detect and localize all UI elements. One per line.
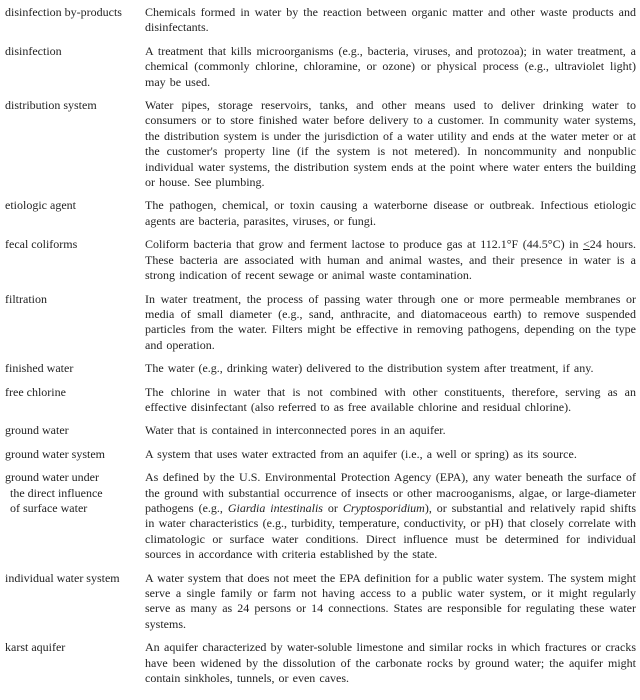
definition-run: A water system that does not meet the EPA definition for a public water system. The system might serve a single family or farm not having access to a public water system, or it might regularly serve as many as 24 persons or 14 connections. States are responsible for regulating these water systems.	[145, 570, 636, 631]
glossary-list	[5, 5, 636, 686]
definition	[145, 423, 636, 438]
glossary-entry	[5, 198, 636, 229]
definition	[145, 44, 636, 90]
glossary-entry	[5, 571, 636, 633]
definition	[145, 237, 636, 283]
term-line: disinfection	[5, 43, 62, 58]
definition	[145, 447, 636, 462]
definition-run: ), or substantial and relatively rapid shifts in water characteristics (e.g., turbidity, temperature, conductivity, or pH) that closely correlate with climatologic or surface water conditions. Direct influence must be determined for individual sources in accordance with criteria established by the state.	[145, 500, 636, 562]
definition	[145, 98, 636, 190]
definition-run-italic: Cryptosporidium	[342, 500, 425, 515]
term	[5, 98, 145, 113]
glossary-entry	[5, 385, 636, 416]
definition-run: As defined by the U.S. Environmental Protection Agency (EPA), any water beneath the surface of the ground with substantial occurrence of insects or other macrooganisms, algae, or large-diameter pathogens (e.g.,	[145, 470, 636, 515]
definition-run: The pathogen, chemical, or toxin causing a waterborne disease or outbreak. Infectious etiologic agents are bacteria, parasites, viruses, or fungi.	[145, 198, 636, 228]
definition-run: In water treatment, the process of passing water through one or more permeable membranes or media of small diameter (e.g., sand, anthracite, and diatomaceous earth) to remove suspended particles from the water. Filters might be effective in removing pathogens, depending on the type and operation.	[145, 291, 636, 352]
definition-run: Chemicals formed in water by the reaction between organic matter and other waste products and disinfectants.	[145, 5, 636, 35]
definition-run: The chlorine in water that is not combined with other constituents, therefore, serving as an effective disinfectant (also referred to as free available chlorine and residual chlorine).	[145, 384, 636, 414]
term-line: finished water	[5, 361, 74, 376]
glossary-entry	[5, 44, 636, 90]
term-line: of surface water	[10, 500, 88, 515]
glossary-entry	[5, 361, 636, 376]
term	[5, 470, 145, 516]
term	[5, 385, 145, 400]
term-line: individual water system	[5, 570, 120, 585]
term-line: free chlorine	[5, 384, 66, 399]
definition-run: A treatment that kills microorganisms (e.g., bacteria, viruses, and protozoa); in water treatment, a chemical (commonly chlorine, chloramine, or ozone) or physical process (e.g., ultraviolet light) may be used.	[145, 43, 636, 89]
term	[5, 640, 145, 655]
definition	[145, 198, 636, 229]
glossary-entry	[5, 447, 636, 462]
term	[5, 198, 145, 213]
term-line: ground water	[5, 423, 69, 438]
definition	[145, 470, 636, 562]
term	[5, 447, 145, 462]
term-line: the direct influence	[10, 485, 103, 500]
term-line: distribution system	[5, 98, 97, 113]
glossary-entry	[5, 470, 636, 562]
glossary-entry	[5, 292, 636, 354]
term-line: fecal coliforms	[5, 237, 78, 252]
definition-run-lte: <	[583, 237, 590, 252]
definition	[145, 5, 636, 36]
glossary-entry	[5, 98, 636, 190]
term	[5, 423, 145, 438]
term-line: disinfection by-products	[5, 5, 122, 19]
term-line: ground water system	[5, 446, 105, 461]
term	[5, 5, 145, 20]
definition	[145, 292, 636, 354]
definition	[145, 361, 636, 376]
term	[5, 292, 145, 307]
definition-run: or	[322, 500, 343, 515]
definition-run-italic: Giardia intestinalis	[227, 500, 323, 515]
definition-run: Coliform bacteria that grow and ferment lactose to produce gas at 112.1°F (44.5°C) in	[145, 237, 583, 252]
definition	[145, 385, 636, 416]
term	[5, 571, 145, 586]
definition-run: A system that uses water extracted from an aquifer (i.e., a well or spring) as its source.	[145, 446, 577, 461]
glossary-entry	[5, 237, 636, 283]
definition-run: The water (e.g., drinking water) delivered to the distribution system after treatment, if any.	[145, 361, 594, 376]
glossary-entry	[5, 5, 636, 36]
term-line: etiologic agent	[5, 198, 76, 213]
term-line: ground water under	[5, 470, 99, 485]
definition	[145, 640, 636, 686]
definition	[145, 571, 636, 633]
term-line: karst aquifer	[5, 640, 66, 655]
definition-run: An aquifer characterized by water-soluble limestone and similar rocks in which fractures or cracks have been widened by the dissolution of the carbonate rocks by ground water; the aquifer might contain sinkholes, tunnels, or even caves.	[145, 640, 636, 686]
glossary-entry	[5, 640, 636, 686]
term-line: filtration	[5, 291, 47, 306]
definition-run: Water pipes, storage reservoirs, tanks, and other means used to deliver drinking water to consumers or to store finished water before delivery to a customer. In community water systems, the distribution system is under the jurisdiction of a water utility and ends at the water meter or at the customer's property line (if the system is not metered). In noncommunity and nonpublic individual water systems, the distribution system ends at the point where water enters the building or house. See plumbing.	[145, 98, 636, 190]
term	[5, 361, 145, 376]
definition-run: Water that is contained in interconnected pores in an aquifer.	[145, 423, 446, 438]
glossary-entry	[5, 423, 636, 438]
term	[5, 237, 145, 252]
definition-run: 24 hours. These bacteria are associated with human and animal wastes, and their presence in water is a strong indication of recent sewage or animal waste contamination.	[145, 237, 636, 283]
term	[5, 44, 145, 59]
